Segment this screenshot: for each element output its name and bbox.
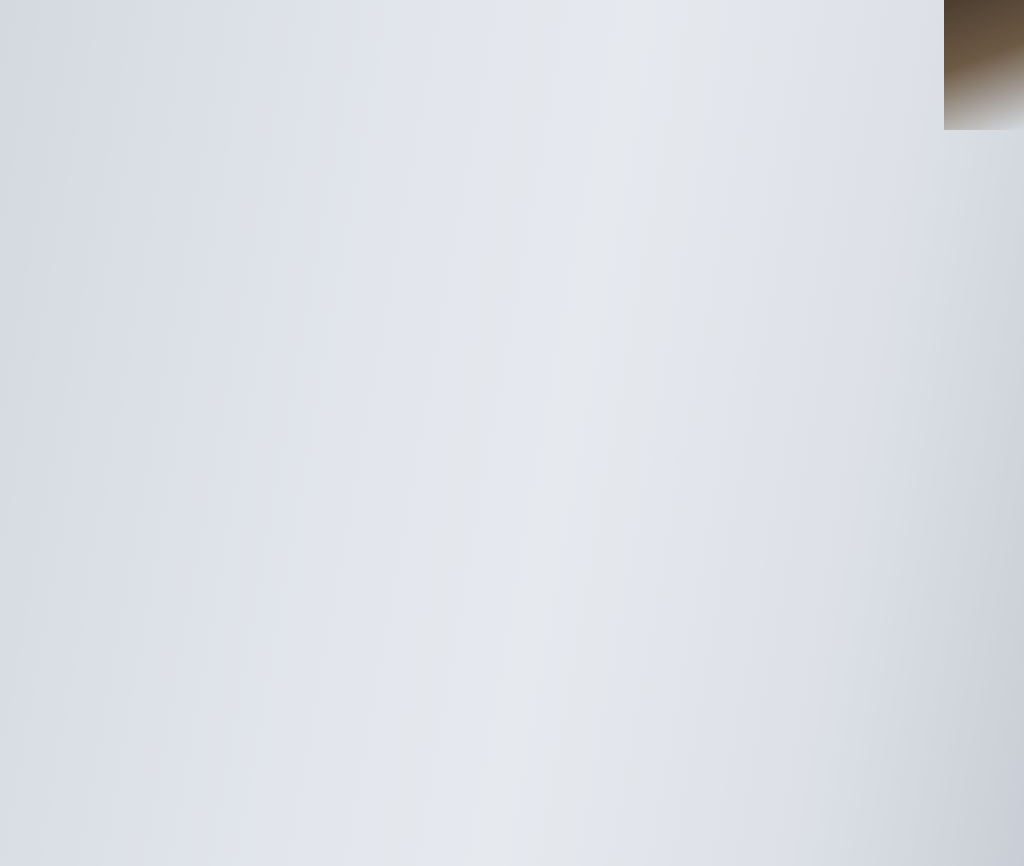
background-object — [944, 0, 1024, 130]
